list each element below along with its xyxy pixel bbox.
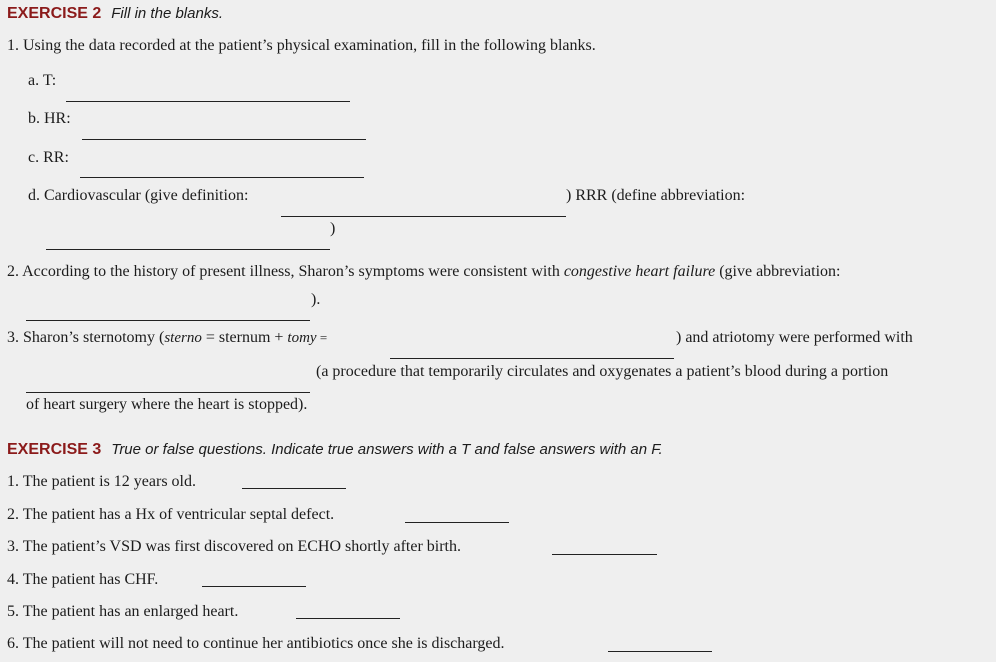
tf-answer-blank-1[interactable] <box>242 488 346 489</box>
q1-d-close-paren: ) <box>330 220 336 237</box>
q3-procedure-text-end: of heart surgery where the heart is stopped). <box>26 396 308 413</box>
q1-d-definition-blank[interactable] <box>281 216 566 217</box>
exercise-3-label: EXERCISE 3 <box>7 441 102 458</box>
tf-item-3: 3. The patient’s VSD was first discovered on ECHO shortly after birth. <box>7 538 461 555</box>
q1-a-blank[interactable] <box>66 101 350 102</box>
q1-d-abbreviation-blank[interactable] <box>46 249 330 250</box>
tf-item-6: 6. The patient will not need to continue her antibiotics once she is discharged. <box>7 635 505 652</box>
exercise-3-header <box>7 442 663 458</box>
q1-c-label: c. RR: <box>28 149 69 166</box>
tf-item-2: 2. The patient has a Hx of ventricular septal defect. <box>7 506 335 523</box>
exercise-3-instruction: True or false questions. Indicate true answers with a T and false answers with an F. <box>111 441 663 458</box>
q2-italic-term: congestive heart failure <box>563 263 716 280</box>
q1-a-label: a. T: <box>28 72 57 89</box>
q3-tomy-italic: tomy <box>287 330 317 346</box>
tf-answer-blank-4[interactable] <box>202 586 306 587</box>
q3-equals: = <box>316 330 328 345</box>
tf-item-1: 1. The patient is 12 years old. <box>7 473 196 490</box>
q3-procedure-text: (a procedure that temporarily circulates and oxygenates a patient’s blood during a portion <box>316 363 889 380</box>
q2-close: ). <box>311 291 321 308</box>
tf-answer-blank-3[interactable] <box>552 554 657 555</box>
q2-text-start: 2. According to the history of present illness, Sharon’s symptoms were consistent with <box>7 263 564 280</box>
q1-b-blank[interactable] <box>82 139 366 140</box>
question-1-stem: 1. Using the data recorded at the patient’s physical examination, fill in the following blanks. <box>7 37 596 54</box>
q3-text-start: 3. Sharon’s sternotomy ( <box>7 329 165 346</box>
question-2-text <box>7 264 841 280</box>
tf-answer-blank-6[interactable] <box>608 651 712 652</box>
q2-text-end: (give abbreviation: <box>715 263 841 280</box>
q1-c-blank[interactable] <box>80 177 364 178</box>
tf-item-4: 4. The patient has CHF. <box>7 571 159 588</box>
q3-sternum-text: = sternum + <box>201 329 288 346</box>
exercise-2-instruction: Fill in the blanks. <box>111 5 223 22</box>
q3-procedure-blank[interactable] <box>26 392 310 393</box>
q1-d-rrr-text: ) RRR (define abbreviation: <box>566 187 746 204</box>
q1-d-label: d. Cardiovascular (give definition: <box>28 187 249 204</box>
q1-b-label: b. HR: <box>28 110 71 127</box>
q3-sterno-italic: sterno <box>164 330 202 346</box>
tf-answer-blank-2[interactable] <box>405 522 509 523</box>
exercise-2-header <box>7 6 223 22</box>
tf-item-5: 5. The patient has an enlarged heart. <box>7 603 239 620</box>
question-3-text <box>7 330 327 346</box>
q3-tomy-blank[interactable] <box>390 358 674 359</box>
q2-abbreviation-blank[interactable] <box>26 320 310 321</box>
tf-answer-blank-5[interactable] <box>296 618 400 619</box>
q3-atriotomy-text: ) and atriotomy were performed with <box>676 329 913 346</box>
exercise-2-label: EXERCISE 2 <box>7 5 102 22</box>
